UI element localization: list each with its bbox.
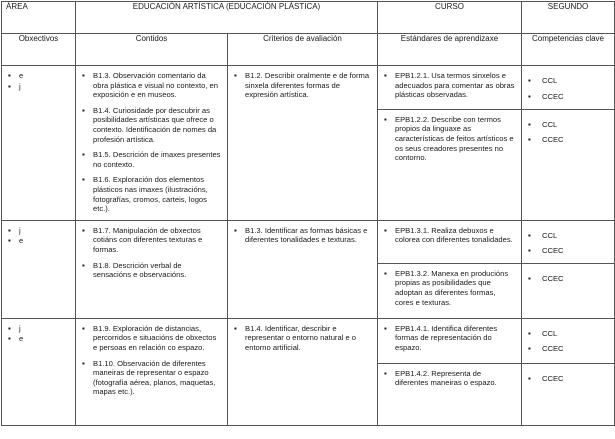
content-item: ▪ B1.8. Descrición verbal de sensacións e observacións. bbox=[82, 261, 221, 280]
objective-item: ▪ j bbox=[8, 82, 69, 92]
col-criteria: Criterios de avaliación bbox=[228, 34, 378, 66]
curriculum-table bbox=[1, 1, 615, 426]
competence-item: ▪ CCEC bbox=[528, 274, 608, 284]
competences-cell bbox=[522, 220, 615, 263]
competence-item: ▪ CCEC bbox=[528, 92, 608, 102]
standard-text: ▪ EPB1.4.2. Representa de diferentes maneiras o espazo. bbox=[384, 369, 515, 388]
col-competences: Competencias clave bbox=[522, 34, 615, 66]
standard-text: ▪ EPB1.2.1. Usa termos sinxelos e adecuados para comentar as obras plásticas observadas. bbox=[384, 71, 515, 100]
content-item: ▪ B1.9. Exploración de distancias, percorridos e situacións de obxectos e persoas en relación co espazo. bbox=[82, 324, 221, 353]
standard-cell bbox=[378, 363, 522, 425]
content-item: ▪ B1.10. Observación de diferentes maneiras de representar o espazo (fotografía aérea, planos, maquetas, mapas etc.). bbox=[82, 359, 221, 397]
standard-text: ▪ EPB1.4.1. Identifica diferentes formas de representación do espazo. bbox=[384, 324, 515, 353]
objective-item: ▪ e bbox=[8, 236, 69, 246]
col-contents: Contidos bbox=[76, 34, 228, 66]
criteria-cell bbox=[228, 220, 378, 318]
header-row bbox=[2, 2, 615, 34]
competences-cell bbox=[522, 66, 615, 110]
criteria-cell bbox=[228, 66, 378, 221]
table-row bbox=[2, 66, 615, 110]
criterion-item: ▪ B1.4. Identificar, describir e representar o entorno natural e o entorno artificial. bbox=[234, 324, 371, 353]
objectives-cell bbox=[2, 318, 76, 425]
competence-item: ▪ CCL bbox=[528, 231, 608, 241]
subject-title: EDUCACIÓN ARTÍSTICA (EDUCACIÓN PLÁSTICA) bbox=[76, 2, 378, 34]
competence-item: ▪ CCL bbox=[528, 329, 608, 339]
competence-item: ▪ CCEC bbox=[528, 246, 608, 256]
content-item: ▪ B1.7. Manipulación de obxectos cotiáns con diferentes texturas e formas. bbox=[82, 226, 221, 255]
competence-item: ▪ CCL bbox=[528, 120, 608, 130]
objectives-cell bbox=[2, 220, 76, 318]
standard-cell bbox=[378, 263, 522, 318]
standard-text: ▪ EPB1.2.2. Describe con termos propios da linguaxe as características de feitos artísticos e os seus creadores presentes no contorno. bbox=[384, 115, 515, 163]
competence-item: ▪ CCEC bbox=[528, 344, 608, 354]
criterion-item: ▪ B1.2. Describir oralmente e de forma sinxela diferentes formas de expresión artística. bbox=[234, 71, 371, 100]
standard-text: ▪ EPB1.3.1. Realiza debuxos e colorea con diferentes tonalidades. bbox=[384, 226, 515, 245]
content-item: ▪ B1.6. Exploración dos elementos plásticos nas imaxes (ilustracións, fotografías, cromos, carteis, logos etc.). bbox=[82, 175, 221, 213]
area-label: ÁREA bbox=[2, 2, 76, 34]
course-label: CURSO bbox=[378, 2, 522, 34]
competence-item: ▪ CCL bbox=[528, 76, 608, 86]
objective-item: ▪ e bbox=[8, 71, 69, 81]
course-value: SEGUNDO bbox=[522, 2, 615, 34]
competences-cell bbox=[522, 263, 615, 318]
contents-cell bbox=[76, 66, 228, 221]
table-row bbox=[2, 220, 615, 263]
objective-item: ▪ j bbox=[8, 324, 69, 334]
column-header-row bbox=[2, 34, 615, 66]
col-standards: Estándares de aprendizaxe bbox=[378, 34, 522, 66]
competence-item: ▪ CCEC bbox=[528, 135, 608, 145]
standard-cell bbox=[378, 318, 522, 363]
standard-cell bbox=[378, 109, 522, 220]
col-objectives: Obxectivos bbox=[2, 34, 76, 66]
competences-cell bbox=[522, 109, 615, 220]
content-item: ▪ B1.3. Observación comentario da obra plástica e visual no contexto, en exposición e en museos. bbox=[82, 71, 221, 100]
competence-item: ▪ CCEC bbox=[528, 374, 608, 384]
standard-text: ▪ EPB1.3.2. Manexa en producións propias as posibilidades que adoptan as diferentes formas, cores e texturas. bbox=[384, 269, 515, 307]
contents-cell bbox=[76, 220, 228, 318]
objectives-cell bbox=[2, 66, 76, 221]
contents-cell bbox=[76, 318, 228, 425]
objective-item: ▪ j bbox=[8, 226, 69, 236]
standard-cell bbox=[378, 220, 522, 263]
competences-cell bbox=[522, 318, 615, 363]
objective-item: ▪ e bbox=[8, 334, 69, 344]
criterion-item: ▪ B1.3. Identificar as formas básicas e diferentes tonalidades e texturas. bbox=[234, 226, 371, 245]
table-row bbox=[2, 318, 615, 363]
content-item: ▪ B1.4. Curiosidade por descubrir as posibilidades artísticas que ofrece o contexto. Identificación de nomes da profesión artística. bbox=[82, 106, 221, 144]
criteria-cell bbox=[228, 318, 378, 425]
content-item: ▪ B1.5. Descrición de imaxes presentes no contexto. bbox=[82, 150, 221, 169]
competences-cell bbox=[522, 363, 615, 425]
standard-cell bbox=[378, 66, 522, 110]
